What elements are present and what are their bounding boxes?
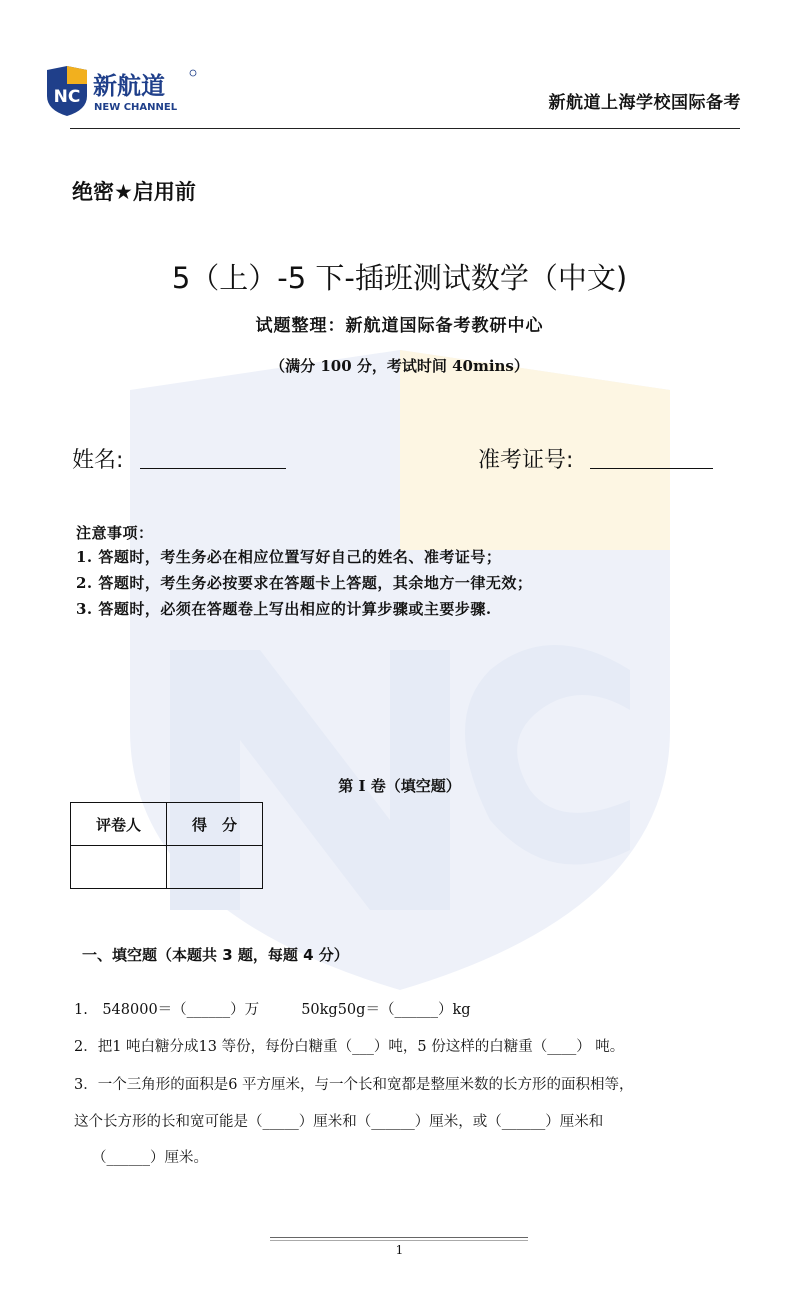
- question-3-line-3: （______）厘米。: [92, 1150, 208, 1166]
- logo-brand-en: NEW CHANNEL: [94, 102, 178, 113]
- question-2: 2．把1 吨白糖分成13 等份，每份白糖重（___）吨，5 份这样的白糖重（____） 吨。: [74, 1039, 625, 1055]
- nc-watermark-logo: [110, 350, 690, 990]
- page-number: 1: [395, 1243, 404, 1257]
- exam-meta: （满分 100 分，考试时间 40mins）: [270, 357, 529, 375]
- compiler-line: 试题整理：新航道国际备考教研中心: [255, 316, 544, 336]
- question-1: [74, 998, 471, 1019]
- question-1-part-b: 50kg50g＝（______）kg: [301, 1002, 471, 1018]
- notice-title: 注意事项：: [76, 524, 154, 542]
- header-divider: [70, 128, 740, 129]
- logo-badge-text: NC: [53, 87, 81, 107]
- notice-item: 3. 答题时，必须在答题卷上写出相应的计算步骤或主要步骤.: [76, 600, 492, 618]
- grader-header: 评卷人: [71, 803, 167, 846]
- score-header: 得 分: [167, 803, 263, 846]
- notice-item: 1. 答题时，考生务必在相应位置写好自己的姓名、准考证号；: [76, 548, 502, 566]
- footer-divider: [270, 1237, 528, 1238]
- score-table: [70, 802, 263, 889]
- exam-number-blank: [590, 468, 713, 469]
- part-one-title: 一、填空题（本题共 3 题，每题 4 分）: [82, 946, 349, 964]
- exam-title: 5（上）-5 下-插班测试数学（中文): [171, 261, 628, 295]
- name-blank: [140, 468, 286, 469]
- name-label: 姓名:: [72, 448, 124, 473]
- new-channel-logo: [45, 66, 205, 116]
- logo-brand-cn: 新航道: [93, 72, 165, 100]
- notice-item: 2. 答题时，考生务必按要求在答题卡上答题，其余地方一律无效；: [76, 574, 533, 592]
- question-3-line-1: 3．一个三角形的面积是6 平方厘米，与一个长和宽都是整厘米数的长方形的面积相等，: [74, 1077, 634, 1093]
- question-3-line-2: 这个长方形的长和宽可能是（_____）厘米和（______）厘米，或（______）厘米和: [74, 1114, 604, 1130]
- confidential-label: 绝密★启用前: [72, 180, 196, 204]
- grader-cell: [71, 846, 167, 889]
- score-cell: [167, 846, 263, 889]
- exam-number-label: 准考证号:: [478, 448, 574, 473]
- question-1-part-a: 1. 548000＝（______）万: [74, 1002, 260, 1018]
- footer-divider: [270, 1240, 528, 1241]
- school-name: 新航道上海学校国际备考: [548, 93, 741, 113]
- section-title: 第 I 卷（填空题）: [338, 777, 461, 795]
